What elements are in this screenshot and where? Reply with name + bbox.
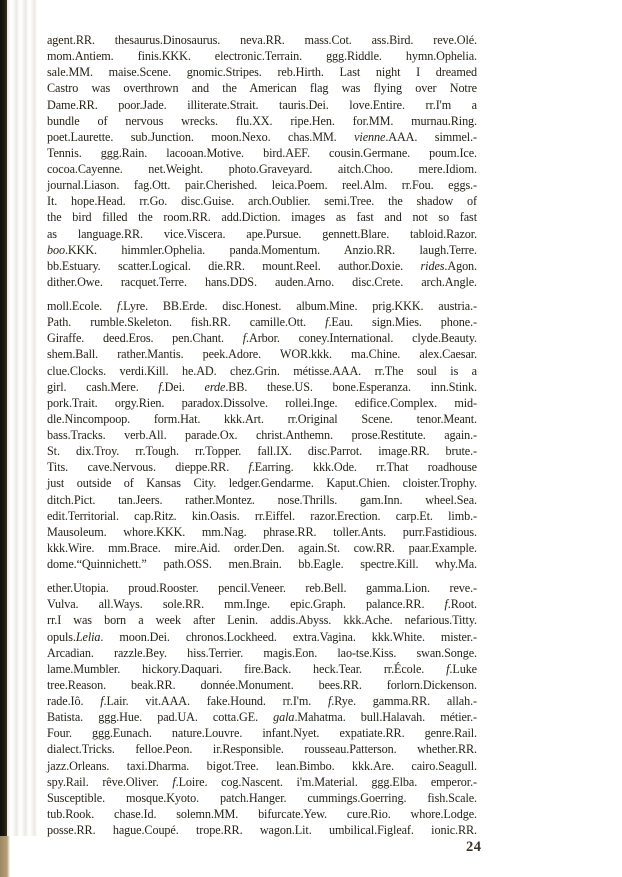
text-line: ether.Utopia. proud.Rooster. pencil.Veneer. reb.Bell. gamma.Lion. reve.- [47,581,477,596]
text-line: It. hope.Head. rr.Go. disc.Guise. arch.Oublier. semi.Tree. the shadow of [47,194,477,209]
text-line: poet.Laurette. sub.Junction. moon.Nexo. chas.MM. vienne.AAA. simmel.- [47,129,478,144]
text-line: bass.Tracks. verb.All. parade.Ox. christ.Anthemn. prose.Restitute. again.- [47,428,477,442]
text-line: cocoa.Cayenne. net.Weight. photo.Graveyard. aitch.Choo. mere.Idiom. [47,162,477,176]
text-line: dialect.Tricks. felloe.Peon. ir.Responsible. rousseau.Patterson. whether.RR. [47,742,477,757]
text-line: Dame.RR. poor.Jade. illiterate.Strait. tauris.Dei. love.Entire. rr.I'm a [47,97,477,112]
text-line: Batista. ggg.Hue. pad.UA. cotta.GE. gala.Mahatma. bull.Halavah. métier.- [47,710,478,725]
page-text-block [47,32,477,838]
text-line: ditch.Pict. tan.Jeers. rather.Montez. nose.Thrills. gam.Inn. wheel.Sea. [47,492,477,507]
text-line: Tennis. ggg.Rain. lacooan.Motive. bird.AEF. cousin.Germane. poum.Ice. [47,145,477,160]
text-line: tree.Reason. beak.RR. donnée.Monument. bees.RR. forlorn.Dickenson. [47,677,477,692]
text-line: dle.Nincompoop. form.Hat. kkk.Art. rr.Original Scene. tenor.Meant. [47,411,477,426]
text-line: kkk.Wire. mm.Brace. mire.Aid. order.Den. again.St. cow.RR. paar.Example. [47,540,477,555]
paragraph-3 [47,580,477,838]
text-line: moll.Ecole. f.Lyre. BB.Erde. disc.Honest. album.Mine. prig.KKK. austria.- [47,299,478,313]
page-number: 24 [466,839,482,855]
text-line: journal.Liason. fag.Ott. pair.Cherished. leica.Poem. reel.Alm. rr.Fou. eggs.- [47,178,477,193]
text-line: boo.KKK. himmler.Ophelia. panda.Momentum. Anzio.RR. laugh.Terre. [47,242,477,257]
text-line: edit.Territorial. cap.Ritz. kin.Oasis. rr.Eiffel. razor.Erection. carp.Et. limb.- [47,508,477,523]
text-line: dither.Owe. racquet.Terre. hans.DDS. auden.Arno. disc.Crete. arch.Angle. [47,274,477,289]
text-line: shem.Ball. rather.Mantis. peek.Adore. WOR.kkk. ma.Chine. alex.Caesar. [47,347,477,362]
text-line: the bird filled the room.RR. add.Diction. images as fast and not so fast [47,210,477,225]
text-line: rr.I was born a week after Lenin. addis.Abyss. kkk.Ache. nefarious.Titty. [47,613,477,628]
text-line: as language.RR. vice.Viscera. ape.Pursue. gennett.Blare. tabloid.Razor. [47,226,477,241]
text-line: Tits. cave.Nervous. dieppe.RR. f.Earring. kkk.Ode. rr.That roadhouse [47,460,477,475]
text-line: posse.RR. hague.Coupé. trope.RR. wagon.Lit. umbilical.Figleaf. ionic.RR. [47,823,477,837]
text-line: Arcadian. razzle.Bey. hiss.Terrier. magis.Eon. lao-tse.Kiss. swan.Songe. [47,645,477,660]
text-line: St. dix.Troy. rr.Tough. rr.Topper. fall.IX. disc.Parrot. image.RR. brute.- [47,444,477,459]
text-line: clue.Clocks. verdi.Kill. he.AD. chez.Grin. métisse.AAA. rr.The soul is a [47,363,477,378]
text-line: Four. ggg.Eunach. nature.Louvre. infant.Nyet. expatiate.RR. genre.Rail. [47,726,477,741]
text-line: Susceptible. mosque.Kyoto. patch.Hanger. cummings.Goerring. fish.Scale. [47,790,477,805]
text-line: dome.“Quinnichett.” path.OSS. men.Brain. bb.Eagle. spectre.Kill. why.Ma. [47,557,477,571]
text-line: Path. rumble.Skeleton. fish.RR. camille.Ott. f.Eau. sign.Mies. phone.- [47,315,477,330]
paragraph-1 [47,32,477,290]
text-line: bb.Estuary. scatter.Logical. die.RR. mount.Reel. author.Doxie. rides.Agon. [47,258,477,273]
text-line: opuls.Lelia. moon.Dei. chronos.Lockheed. extra.Vagina. kkk.White. mister.- [47,629,477,644]
text-line: Mausoleum. whore.KKK. mm.Nag. phrase.RR. toller.Ants. purr.Fastidious. [47,524,477,539]
page-gutter-shading [7,0,37,836]
text-line: tub.Rook. chase.Id. solemn.MM. bifurcate.Yew. cure.Rio. whore.Lodge. [47,806,477,821]
text-line: agent.RR. thesaurus.Dinosaurus. neva.RR. mass.Cot. ass.Bird. reve.Olé. [47,33,477,47]
text-line: just outside of Kansas City. ledger.Gendarme. Kaput.Chien. cloister.Trophy. [47,476,477,491]
scan-spine-edge [0,0,7,836]
text-line: girl. cash.Mere. f.Dei. erde.BB. these.US. bone.Esperanza. inn.Stink. [47,379,477,394]
text-line: jazz.Orleans. taxi.Dharma. bigot.Tree. lean.Bimbo. kkk.Are. cairo.Seagull. [47,758,477,773]
text-line: pork.Trait. orgy.Rien. paradox.Dissolve. rollei.Inge. edifice.Complex. mid- [47,395,477,410]
text-line: bundle of nervous wrecks. flu.XX. ripe.Hen. for.MM. murnau.Ring. [47,113,477,128]
text-line: Vulva. all.Ways. sole.RR. mm.Inge. epic.Graph. palance.RR. f.Root. [47,597,477,612]
text-line: Castro was overthrown and the American flag was flying over Notre [47,81,477,96]
text-line: rade.Iô. f.Lair. vit.AAA. fake.Hound. rr.I'm. f.Rye. gamma.RR. allah.- [47,694,477,708]
text-line: mom.Antiem. finis.KKK. electronic.Terrain. ggg.Riddle. hymn.Ophelia. [47,49,477,64]
text-line: lame.Mumbler. hickory.Daquari. fire.Back. heck.Tear. rr.École. f.Luke [47,661,477,676]
paragraph-2 [47,298,477,572]
text-line: Giraffe. deed.Eros. pen.Chant. f.Arbor. coney.International. clyde.Beauty. [47,331,477,346]
text-line: spy.Rail. rêve.Oliver. f.Loire. cog.Nascent. i'm.Material. ggg.Elba. emperor.- [47,774,477,789]
text-line: sale.MM. maise.Scene. gnomic.Stripes. reb.Hirth. Last night I dreamed [47,65,477,80]
bottom-left-shadow [0,836,10,877]
